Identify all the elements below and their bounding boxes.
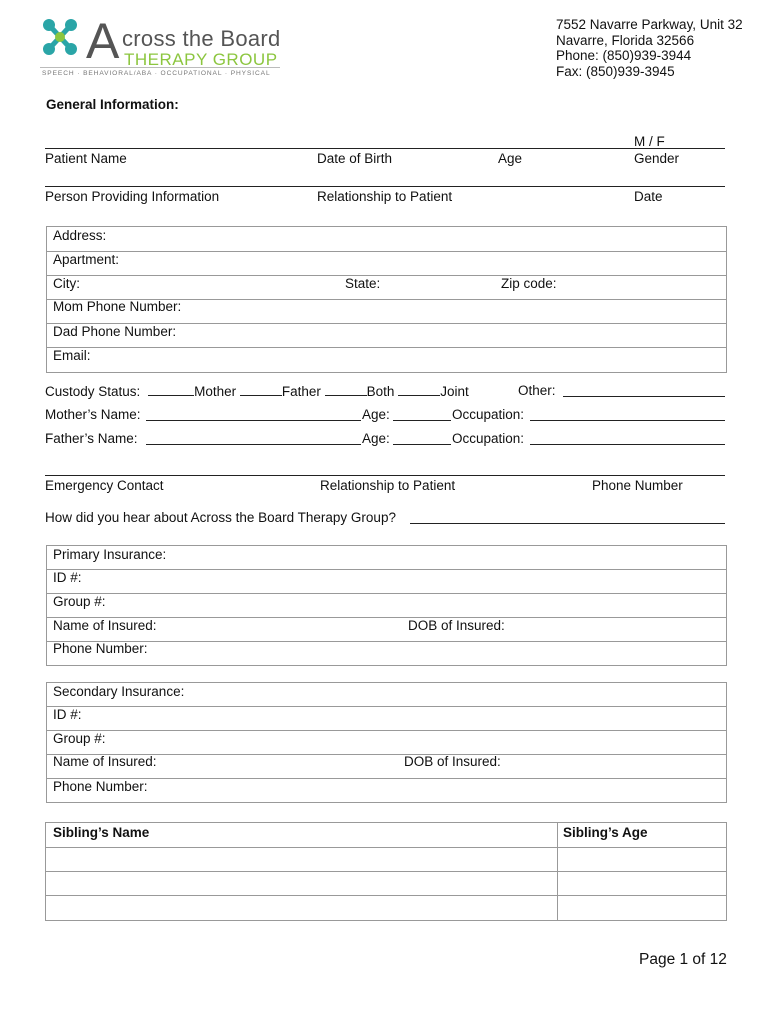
referral-field[interactable]	[410, 523, 725, 524]
table-row[interactable]	[46, 896, 557, 919]
address-line: 7552 Navarre Parkway, Unit 32	[556, 17, 743, 32]
primary-insurance-box	[46, 545, 727, 666]
father-age-label: Age:	[362, 431, 390, 446]
secondary-insurance-title[interactable]: Secondary Insurance:	[53, 684, 185, 699]
address-box	[46, 226, 727, 373]
father-age-field[interactable]	[393, 444, 451, 445]
informant-label: Person Providing Information	[45, 189, 220, 204]
custody-mother: Mother	[194, 384, 237, 399]
mother-occupation-label: Occupation:	[452, 407, 525, 422]
primary-insurance-title[interactable]: Primary Insurance:	[53, 547, 167, 562]
zip-field[interactable]: Zip code:	[501, 276, 557, 291]
address-field[interactable]: Address:	[53, 228, 107, 243]
custody-blank-both[interactable]	[325, 383, 367, 396]
table-row[interactable]	[46, 872, 557, 895]
date-label: Date	[634, 189, 663, 204]
mom-phone-field[interactable]: Mom Phone Number:	[53, 299, 182, 314]
father-occupation-field[interactable]	[530, 444, 725, 445]
dad-phone-field[interactable]: Dad Phone Number:	[53, 324, 177, 339]
custody-row	[45, 383, 469, 399]
state-field[interactable]: State:	[345, 276, 381, 291]
table-row[interactable]	[46, 848, 557, 871]
logo-tagline: SPEECH · BEHAVIORAL/ABA · OCCUPATIONAL · PHYSICAL	[42, 70, 271, 77]
secondary-id-field[interactable]: ID #:	[53, 707, 82, 722]
custody-other-label: Other:	[518, 383, 556, 398]
emergency-relationship-label: Relationship to Patient	[320, 478, 456, 493]
apartment-field[interactable]: Apartment:	[53, 252, 120, 267]
mother-age-field[interactable]	[393, 420, 451, 421]
custody-both: Both	[366, 384, 395, 399]
address-line: Navarre, Florida 32566	[556, 32, 695, 48]
sibling-name-header: Sibling’s Name	[53, 825, 150, 840]
father-label: Father’s Name:	[45, 431, 138, 446]
section-heading: General Information:	[46, 97, 179, 112]
primary-id-field[interactable]: ID #:	[53, 570, 82, 585]
mother-label: Mother’s Name:	[45, 407, 141, 422]
custody-father: Father	[281, 384, 321, 399]
fax-line: Fax: (850)939-3945	[556, 63, 675, 79]
secondary-insurance-box	[46, 682, 727, 803]
city-field[interactable]: City:	[53, 276, 80, 291]
secondary-group-field[interactable]: Group #:	[53, 731, 106, 746]
field-line[interactable]	[45, 475, 725, 476]
custody-joint: Joint	[440, 384, 469, 399]
table-column-divider	[557, 823, 558, 920]
custody-blank-father[interactable]	[240, 383, 282, 396]
secondary-phone-field[interactable]: Phone Number:	[53, 779, 148, 794]
dob-label: Date of Birth	[317, 151, 393, 166]
secondary-insured-name-field[interactable]: Name of Insured:	[53, 754, 157, 769]
mother-name-field[interactable]	[146, 420, 361, 421]
field-line[interactable]	[45, 148, 725, 149]
custody-label: Custody Status:	[45, 384, 141, 399]
primary-group-field[interactable]: Group #:	[53, 594, 106, 609]
primary-phone-field[interactable]: Phone Number:	[53, 641, 148, 656]
age-label: Age	[498, 151, 523, 166]
referral-question: How did you hear about Across the Board Therapy Group?	[45, 510, 396, 525]
phone-line: Phone: (850)939-3944	[556, 48, 692, 63]
logo-big-a: A	[86, 13, 120, 69]
logo-mark-icon	[40, 16, 90, 66]
sibling-age-header: Sibling’s Age	[563, 825, 648, 840]
field-line[interactable]	[45, 186, 725, 187]
page-number: Page 1 of 12	[639, 951, 727, 968]
primary-insured-dob-field[interactable]: DOB of Insured:	[408, 618, 505, 633]
father-name-field[interactable]	[146, 444, 361, 445]
relationship-label: Relationship to Patient	[317, 189, 453, 204]
mother-occupation-field[interactable]	[530, 420, 725, 421]
primary-insured-name-field[interactable]: Name of Insured:	[53, 618, 157, 633]
siblings-table	[45, 822, 727, 921]
emergency-contact-label: Emergency Contact	[45, 478, 164, 493]
custody-blank-joint[interactable]	[398, 383, 440, 396]
custody-other-field[interactable]	[563, 396, 725, 397]
email-field[interactable]: Email:	[53, 348, 91, 363]
clinic-address	[556, 17, 743, 79]
gender-hint: M / F	[634, 134, 665, 149]
emergency-phone-label: Phone Number	[592, 478, 683, 493]
patient-name-label: Patient Name	[45, 151, 127, 166]
father-occupation-label: Occupation:	[452, 431, 525, 446]
gender-label: Gender	[634, 151, 680, 166]
logo-line2: THERAPY GROUP	[124, 50, 278, 69]
logo-line1: cross the Board	[122, 26, 281, 51]
custody-blank-mother[interactable]	[148, 383, 194, 396]
mother-age-label: Age:	[362, 407, 390, 422]
logo	[40, 14, 290, 78]
logo-underline	[40, 67, 280, 68]
secondary-insured-dob-field[interactable]: DOB of Insured:	[404, 754, 501, 769]
